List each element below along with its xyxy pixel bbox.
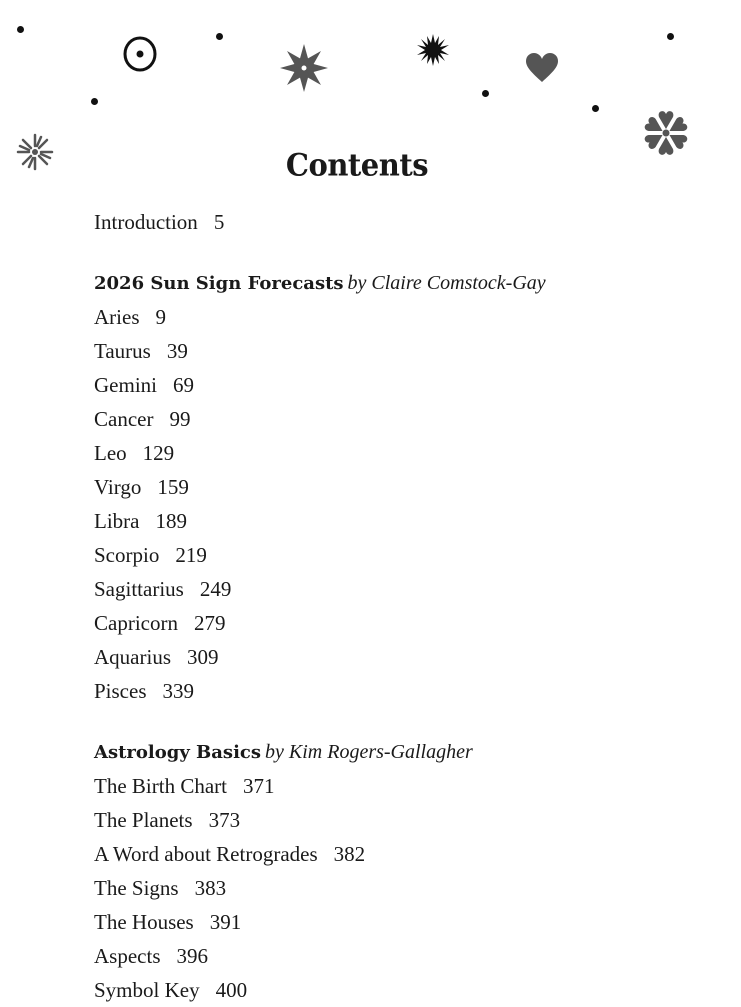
entry-label: Aspects [94, 944, 161, 968]
entry-label: Scorpio [94, 543, 160, 567]
entry-page: 383 [194, 876, 227, 900]
entry-label: Symbol Key [94, 978, 200, 1002]
toc-entry[interactable] [94, 538, 714, 572]
toc-entry[interactable] [94, 470, 714, 504]
entry-label: The Planets [94, 808, 193, 832]
flower-star-icon [280, 43, 328, 93]
entry-page: 189 [155, 509, 187, 533]
entry-page: 159 [157, 475, 189, 499]
toc-entry[interactable] [94, 436, 714, 470]
entry-label: Libra [94, 509, 140, 533]
toc-entry[interactable] [94, 837, 714, 871]
sun-symbol-icon [122, 36, 158, 72]
entry-label: Gemini [94, 373, 157, 397]
entry-page: 249 [199, 577, 232, 601]
section-title: 2026 Sun Sign Forecasts [94, 273, 344, 294]
entry-label: Aquarius [94, 645, 171, 669]
toc-entry[interactable] [94, 334, 714, 368]
entry-label: Taurus [94, 339, 151, 363]
entry-label: Sagittarius [94, 577, 184, 601]
entry-label: Introduction [94, 210, 198, 234]
entry-label: Virgo [94, 475, 142, 499]
toc-entry[interactable] [94, 939, 714, 973]
toc-entry[interactable] [94, 803, 714, 837]
section-byline: by Claire Comstock-Gay [347, 272, 546, 294]
toc-entry[interactable] [94, 674, 714, 708]
toc-entry[interactable] [94, 606, 714, 640]
section-heading [94, 735, 714, 769]
entry-label: Capricorn [94, 611, 178, 635]
entry-label: The Birth Chart [94, 774, 227, 798]
entry-page: 396 [176, 944, 208, 968]
section-heading [94, 266, 714, 300]
entry-page: 39 [166, 339, 188, 363]
toc-entry[interactable] [94, 368, 714, 402]
table-of-contents [94, 205, 714, 1007]
toc-entry[interactable] [94, 769, 714, 803]
star-dot-icon [592, 105, 599, 112]
entry-page: 99 [169, 407, 191, 431]
entry-page: 9 [155, 305, 166, 329]
entry-label: Cancer [94, 407, 154, 431]
toc-entry[interactable] [94, 300, 714, 334]
starburst-icon [416, 33, 450, 67]
entry-label: The Houses [94, 910, 194, 934]
page-title: Contents [285, 147, 429, 183]
toc-entry[interactable] [94, 640, 714, 674]
entry-page: 309 [187, 645, 219, 669]
toc-entry[interactable] [94, 572, 714, 606]
entry-page: 371 [242, 774, 275, 798]
star-dot-icon [17, 26, 24, 33]
toc-entry[interactable] [94, 871, 714, 905]
toc-entry[interactable] [94, 402, 714, 436]
toc-entry[interactable] [94, 905, 714, 939]
entry-label: Aries [94, 305, 140, 329]
star-dot-icon [91, 98, 98, 105]
star-dot-icon [482, 90, 489, 97]
entry-page: 382 [333, 842, 366, 866]
entry-page: 129 [142, 441, 175, 465]
entry-label: Pisces [94, 679, 147, 703]
section-title: Astrology Basics [94, 742, 262, 763]
entry-page: 69 [173, 373, 194, 397]
section-byline: by Kim Rogers-Gallagher [265, 741, 473, 763]
star-dot-icon [216, 33, 223, 40]
entry-page: 400 [215, 978, 248, 1002]
entry-label: The Signs [94, 876, 179, 900]
toc-entry[interactable] [94, 973, 714, 1007]
entry-page: 339 [162, 679, 194, 703]
star-dot-icon [667, 33, 674, 40]
entry-label: A Word about Retrogrades [94, 842, 318, 866]
entry-page: 219 [175, 543, 207, 567]
entry-page: 373 [208, 808, 241, 832]
heart-icon [525, 53, 559, 83]
entry-page: 391 [209, 910, 242, 934]
toc-entry-introduction[interactable] [94, 205, 714, 239]
toc-entry[interactable] [94, 504, 714, 538]
entry-label: Leo [94, 441, 127, 465]
entry-page: 5 [213, 210, 225, 234]
entry-page: 279 [193, 611, 226, 635]
